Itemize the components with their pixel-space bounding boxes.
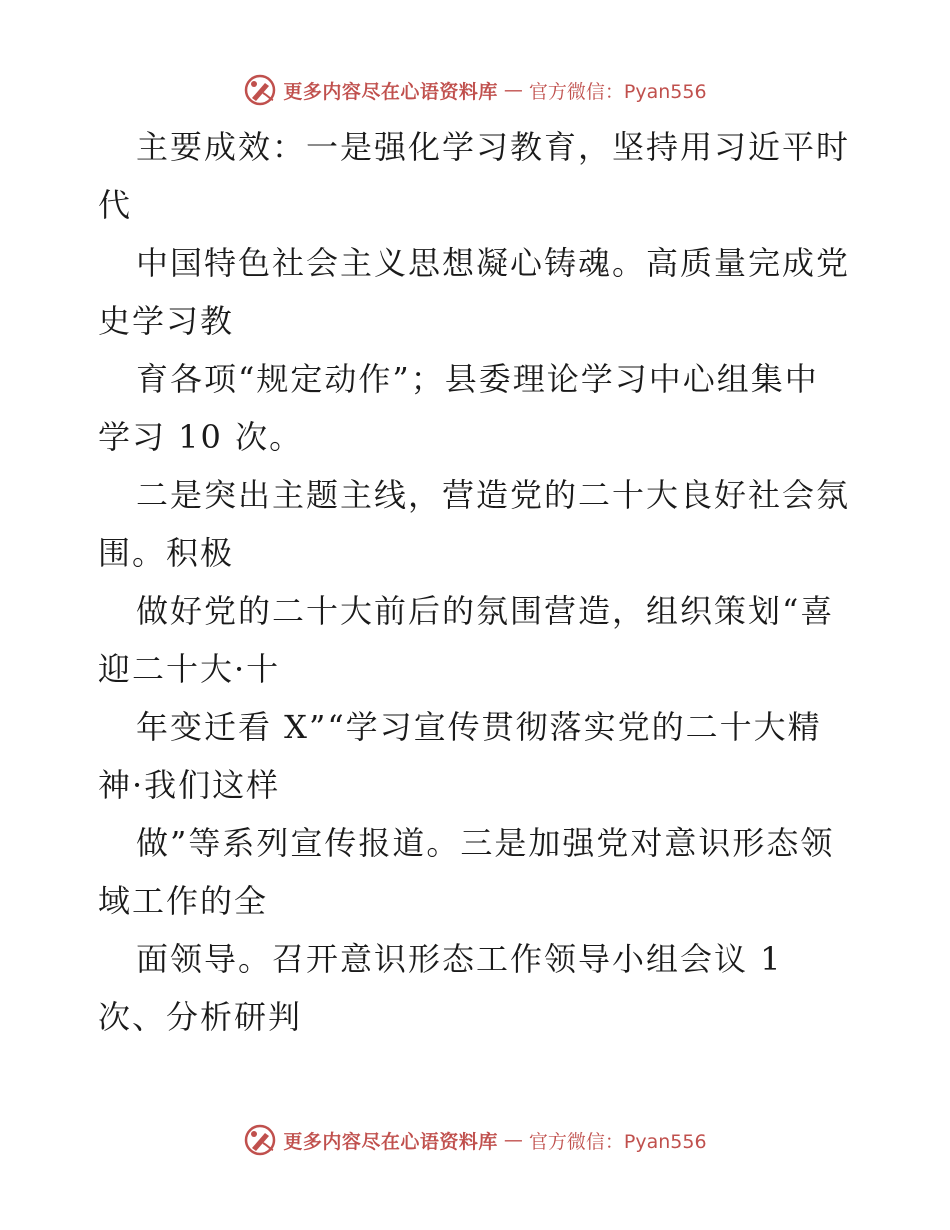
pen-nib-logo-icon xyxy=(243,73,277,107)
body-line: 迎二十大·十 xyxy=(98,650,281,688)
banner-separator: — xyxy=(503,1129,523,1151)
body-line: 学习 10 次。 xyxy=(98,418,304,456)
body-line: 二是突出主题主线，营造党的二十大良好社会氛 xyxy=(136,476,851,514)
body-line: 年变迁看 X”“学习宣传贯彻落实党的二十大精 xyxy=(136,708,822,746)
banner-contact-text: 官方微信：Pyan556 xyxy=(528,80,707,103)
banner-contact-text: 官方微信：Pyan556 xyxy=(528,1130,707,1153)
body-line: 次、分析研判 xyxy=(98,998,303,1036)
body-line: 做”等系列宣传报道。三是加强党对意识形态领 xyxy=(136,824,835,862)
pen-nib-logo-icon xyxy=(243,1123,277,1157)
banner-separator: — xyxy=(503,79,523,101)
body-line: 育各项“规定动作”；县委理论学习中心组集中 xyxy=(136,360,819,398)
body-line: 中国特色社会主义思想凝心铸魂。高质量完成党 xyxy=(136,244,851,282)
footer-banner xyxy=(0,1120,950,1160)
body-line: 围。积极 xyxy=(98,534,235,572)
banner-site-text: 更多内容尽在心语资料库 xyxy=(283,1130,498,1153)
body-line: 史学习教 xyxy=(98,302,235,340)
body-line: 域工作的全 xyxy=(98,882,269,920)
body-line: 代 xyxy=(98,186,133,224)
body-line: 面领导。召开意识形态工作领导小组会议 1 xyxy=(136,940,783,978)
body-line: 做好党的二十大前后的氛围营造，组织策划“喜 xyxy=(136,592,835,630)
document-body xyxy=(98,118,858,1046)
body-line: 主要成效：一是强化学习教育，坚持用习近平时 xyxy=(136,128,851,166)
header-banner xyxy=(0,70,950,110)
body-line: 神·我们这样 xyxy=(98,766,281,804)
banner-site-text: 更多内容尽在心语资料库 xyxy=(283,80,498,103)
